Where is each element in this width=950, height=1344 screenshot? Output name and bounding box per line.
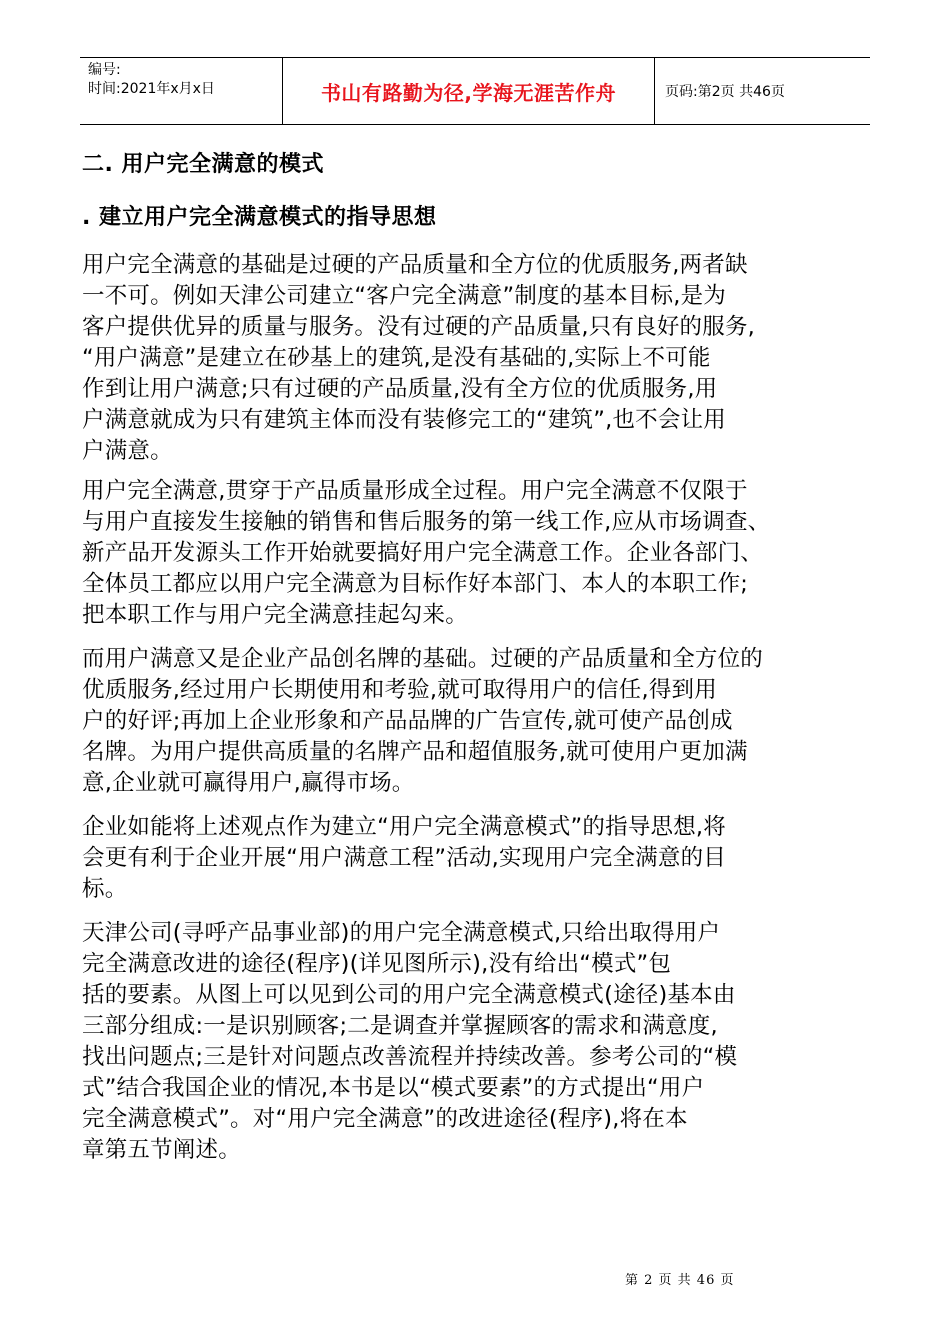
- motto-text: 书山有路勤为径,学海无涯苦作舟: [320, 80, 617, 105]
- paragraph-line: 户满意。: [82, 438, 173, 464]
- paragraph-line: 括的要素。从图上可以见到公司的用户完全满意模式(途径)基本由: [82, 982, 736, 1008]
- paragraph-line: 会更有利于企业开展“用户满意工程”活动,实现用户完全满意的目: [82, 845, 726, 871]
- paragraph-line: 新产品开发源头工作开始就要搞好用户完全满意工作。企业各部门、: [82, 540, 764, 566]
- paragraph-line: 式”结合我国企业的情况,本书是以“模式要素”的方式提出“用户: [82, 1075, 705, 1101]
- paragraph-line: 三部分组成:一是识别顾客;二是调查并掌握顾客的需求和满意度,: [82, 1013, 718, 1039]
- paragraph-line: 一不可。例如天津公司建立“客户完全满意”制度的基本目标,是为: [82, 283, 726, 309]
- paragraph-line: 天津公司(寻呼产品事业部)的用户完全满意模式,只给出取得用户: [82, 920, 721, 946]
- paragraph-line: 作到让用户满意;只有过硬的产品质量,没有全方位的优质服务,用: [82, 376, 718, 402]
- header-meta: [80, 58, 283, 124]
- section-title: 二. 用户完全满意的模式: [82, 152, 325, 177]
- paragraph-line: 意,企业就可赢得用户,赢得市场。: [82, 770, 415, 796]
- subsection-title: . 建立用户完全满意模式的指导思想: [82, 205, 437, 230]
- time-label: 时间:2021年x月x日: [88, 81, 215, 97]
- paragraph-line: 客户提供优异的质量与服务。没有过硬的产品质量,只有良好的服务,: [82, 314, 756, 340]
- page-footer: 第 2 页 共 46 页: [625, 1273, 735, 1288]
- paragraph-line: 用户完全满意,贯穿于产品质量形成全过程。用户完全满意不仅限于: [82, 478, 748, 504]
- page-label: 页码:第2页 共46页: [665, 84, 785, 100]
- paragraph-line: 而用户满意又是企业产品创名牌的基础。过硬的产品质量和全方位的: [82, 646, 764, 672]
- paragraph-line: 找出问题点;三是针对问题点改善流程并持续改善。参考公司的“模: [82, 1044, 738, 1070]
- paragraph: [82, 476, 862, 631]
- header-page-info: [655, 58, 870, 124]
- paragraph-line: 户满意就成为只有建筑主体而没有装修完工的“建筑”,也不会让用: [82, 407, 726, 433]
- paragraph: [82, 812, 862, 905]
- paragraph: [82, 918, 862, 1166]
- paragraph-line: 优质服务,经过用户长期使用和考验,就可取得用户的信任,得到用: [82, 677, 717, 703]
- paragraph-line: 与用户直接发生接触的销售和售后服务的第一线工作,应从市场调查、: [82, 509, 771, 535]
- paragraph-line: 名牌。为用户提供高质量的名牌产品和超值服务,就可使用户更加满: [82, 739, 748, 765]
- paragraph-line: 章第五节阐述。: [82, 1137, 241, 1163]
- paragraph-line: 户的好评;再加上企业形象和产品品牌的广告宣传,就可使产品创成: [82, 708, 733, 734]
- document-header: [80, 57, 870, 125]
- header-motto: [283, 58, 655, 124]
- paragraph-line: 完全满意模式”。对“用户完全满意”的改进途径(程序),将在本: [82, 1106, 688, 1132]
- paragraph-line: 标。: [82, 876, 128, 902]
- paragraph-line: 全体员工都应以用户完全满意为目标作好本部门、本人的本职工作;: [82, 571, 749, 597]
- paragraph-line: 企业如能将上述观点作为建立“用户完全满意模式”的指导思想,将: [82, 814, 726, 840]
- paragraph: [82, 250, 862, 467]
- paragraph-line: 完全满意改进的途径(程序)(详见图所示),没有给出“模式”包: [82, 951, 672, 977]
- number-label: 编号:: [88, 62, 121, 78]
- paragraph-line: “用户满意”是建立在砂基上的建筑,是没有基础的,实际上不可能: [82, 345, 711, 371]
- paragraph-line: 把本职工作与用户完全满意挂起勾来。: [82, 602, 468, 628]
- paragraph: [82, 644, 862, 799]
- paragraph-line: 用户完全满意的基础是过硬的产品质量和全方位的优质服务,两者缺: [82, 252, 748, 278]
